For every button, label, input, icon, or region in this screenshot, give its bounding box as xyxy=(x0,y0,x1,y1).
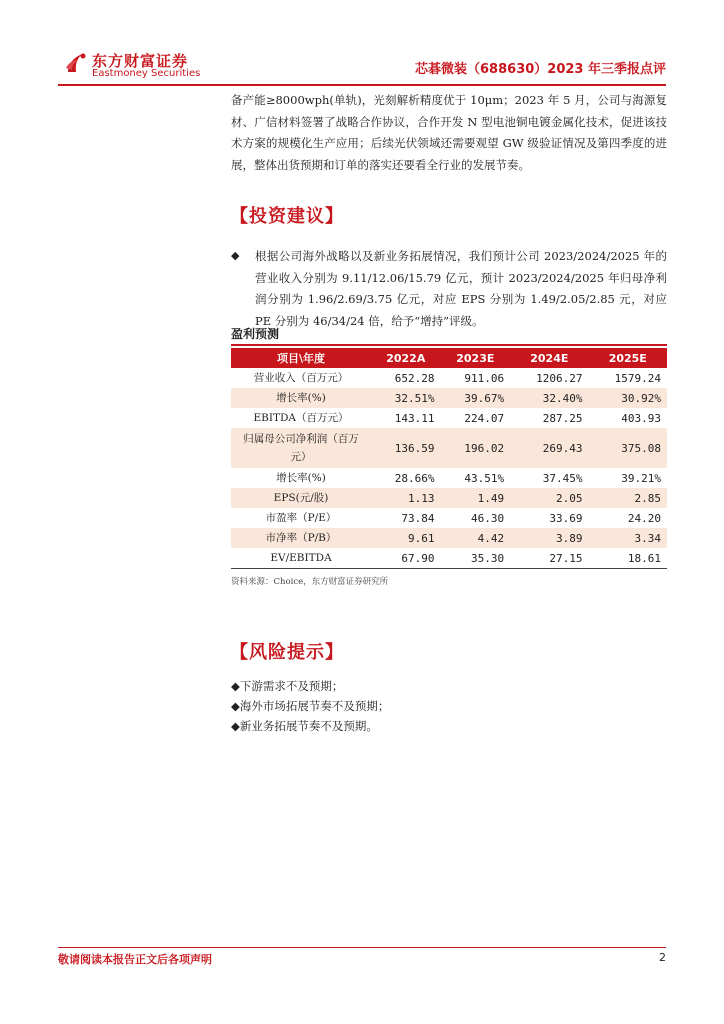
table-cell: 224.07 xyxy=(441,408,511,428)
table-cell: 269.43 xyxy=(510,428,588,468)
table-cell: 35.30 xyxy=(441,548,511,569)
report-title: 芯碁微装（688630）2023 年三季报点评 xyxy=(415,62,666,77)
brand-name-cn: 东方财富证券 xyxy=(92,52,189,70)
row-label: 增长率(%) xyxy=(231,388,371,408)
table-cell: 30.92% xyxy=(589,388,667,408)
page-number: 2 xyxy=(659,951,666,964)
header-cell: 项目\年度 xyxy=(231,348,371,368)
table-cell: 652.28 xyxy=(371,368,441,388)
table-cell: 46.30 xyxy=(441,508,511,528)
header-cell: 2024E xyxy=(510,348,588,368)
table-header-row xyxy=(231,348,667,368)
table-cell: 32.40% xyxy=(510,388,588,408)
table-cell: 39.67% xyxy=(441,388,511,408)
footer-divider xyxy=(58,947,666,948)
row-label: 市盈率（P/E） xyxy=(231,508,371,528)
table-cell: 1206.27 xyxy=(510,368,588,388)
table-cell: 1.13 xyxy=(371,488,441,508)
table-row xyxy=(231,508,667,528)
brand-name-en: Eastmoney Securities xyxy=(92,68,201,79)
table-row xyxy=(231,408,667,428)
table-cell: 37.45% xyxy=(510,468,588,488)
row-label: EBITDA（百万元） xyxy=(231,408,371,428)
table-cell: 911.06 xyxy=(441,368,511,388)
header-cell: 2023E xyxy=(441,348,511,368)
table-row xyxy=(231,548,667,569)
report-header xyxy=(58,46,666,84)
list-item: ◆海外市场拓展节奏不及预期； xyxy=(231,699,390,713)
risk-section-heading: 【风险提示】 xyxy=(230,642,344,663)
invest-bullet-text: 根据公司海外战略以及新业务拓展情况，我们预计公司 2023/2024/2025 年的营业收入分别为 9.11/12.06/15.79 亿元，预计 2023/2024/2025 年归母净利润分别为 1.96/2.69/3.75 亿元，对应 EPS 分别为 1.49/2.05/2.85 元，对应 PE 分别为 46/34/24 倍，给予“增持”评级。 xyxy=(255,249,667,328)
table-source-note: 资料来源：Choice，东方财富证券研究所 xyxy=(231,577,389,587)
table-row xyxy=(231,528,667,548)
diamond-bullet-icon: ◆ xyxy=(231,249,240,262)
list-item: ◆新业务拓展节奏不及预期。 xyxy=(231,719,378,733)
table-cell: 18.61 xyxy=(589,548,667,569)
table-cell: 3.34 xyxy=(589,528,667,548)
caption-divider xyxy=(231,344,667,346)
table-cell: 2.85 xyxy=(589,488,667,508)
table-row xyxy=(231,388,667,408)
table-cell: 1579.24 xyxy=(589,368,667,388)
forecast-table xyxy=(231,348,667,569)
header-cell: 2022A xyxy=(371,348,441,368)
row-label: EPS(元/股) xyxy=(231,488,371,508)
table-cell: 67.90 xyxy=(371,548,441,569)
intro-paragraph: 备产能≥8000wph(单轨)，光刻解析精度优于 10μm；2023 年 5 月，公司与海源复材、广信材料签署了战略合作协议，合作开发 N 型电池铜电镀金属化技术，促进该技术方案的规模化生产应用；后续光伏领域还需要观望 GW 级验证情况及第四季度的进展，整体出货预期和订单的落实还要看全行业的发展节奏。 xyxy=(231,93,667,172)
table-cell: 2.05 xyxy=(510,488,588,508)
eastmoney-logo-icon xyxy=(64,50,88,76)
table-row xyxy=(231,468,667,488)
table-row xyxy=(231,368,667,388)
table-cell: 375.08 xyxy=(589,428,667,468)
table-cell: 32.51% xyxy=(371,388,441,408)
table-cell: 1.49 xyxy=(441,488,511,508)
table-cell: 24.20 xyxy=(589,508,667,528)
table-cell: 9.61 xyxy=(371,528,441,548)
table-cell: 33.69 xyxy=(510,508,588,528)
table-row xyxy=(231,488,667,508)
row-label: 市净率（P/B） xyxy=(231,528,371,548)
table-cell: 43.51% xyxy=(441,468,511,488)
table-cell: 28.66% xyxy=(371,468,441,488)
table-cell: 4.42 xyxy=(441,528,511,548)
table-cell: 27.15 xyxy=(510,548,588,569)
table-caption: 盈利预测 xyxy=(231,327,280,341)
invest-section-heading: 【投资建议】 xyxy=(230,206,344,227)
footer-disclaimer: 敬请阅读本报告正文后各项声明 xyxy=(58,953,212,966)
list-item: ◆下游需求不及预期； xyxy=(231,679,344,693)
row-label: 营业收入（百万元） xyxy=(231,368,371,388)
row-label: 归属母公司净利润（百万元） xyxy=(231,428,371,468)
table-cell: 136.59 xyxy=(371,428,441,468)
table-cell: 403.93 xyxy=(589,408,667,428)
table-cell: 196.02 xyxy=(441,428,511,468)
row-label: 增长率(%) xyxy=(231,468,371,488)
table-cell: 143.11 xyxy=(371,408,441,428)
header-cell: 2025E xyxy=(589,348,667,368)
table-cell: 73.84 xyxy=(371,508,441,528)
row-label: EV/EBITDA xyxy=(231,548,371,569)
table-cell: 287.25 xyxy=(510,408,588,428)
risk-list xyxy=(231,676,389,736)
table-cell: 3.89 xyxy=(510,528,588,548)
table-cell: 39.21% xyxy=(589,468,667,488)
table-row xyxy=(231,428,667,468)
header-divider xyxy=(58,84,666,86)
